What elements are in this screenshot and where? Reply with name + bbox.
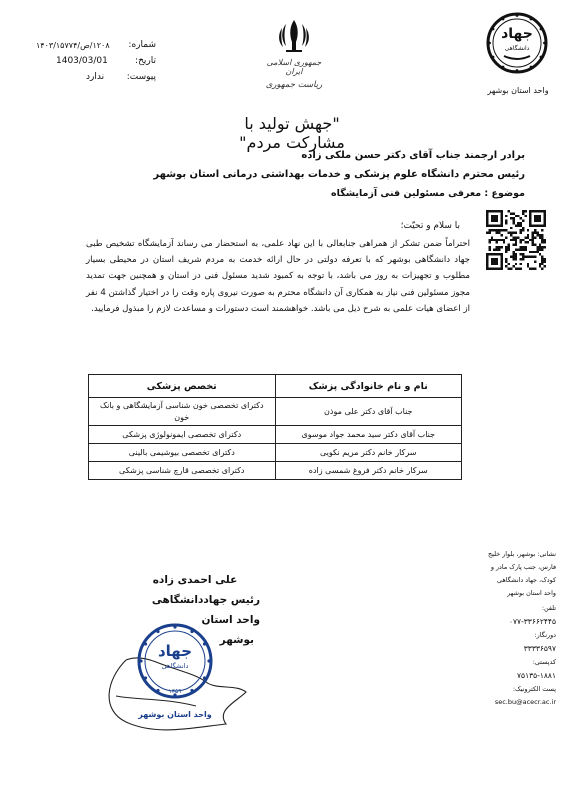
cell-specialty: دکترای تخصصی ایمونولوژی پزشکی (89, 426, 276, 444)
logo-text: جهاد (501, 26, 533, 42)
table-header-row (89, 375, 462, 398)
cell-name: جناب آقای دکتر علی موذن (275, 398, 462, 426)
address-value: بوشهر، بلوار خلیج فارس، جنب پارک مادر و کودک، جهاد دانشگاهی واحد استان بوشهر (488, 550, 556, 597)
letter-metadata (36, 38, 156, 98)
postal-value: ۷۵۱۳۵-۱۸۸۱ (517, 671, 556, 680)
date-value: 1403/03/01 (56, 56, 108, 66)
cell-name: جناب آقای دکتر سید محمد جواد موسوی (275, 426, 462, 444)
fax-row (486, 629, 556, 656)
letter-subject: موضوع : معرفی مسئولین فنی آزمایشگاه (331, 188, 525, 199)
postal-label: کدپستی: (532, 658, 556, 666)
table-row (89, 398, 462, 426)
table-row (89, 444, 462, 462)
fax-value: ۳۳۳۳۶۵۹۷ (523, 644, 556, 653)
phone-row (486, 602, 556, 629)
stamp-year: ۱۳۵۹ (168, 688, 182, 695)
greeting: با سلام و تحیّت؛ (400, 221, 460, 231)
slogan: "جهش تولید با مشارکت مردم" (239, 114, 345, 152)
cell-specialty: دکترای تخصصی قارچ شناسی پزشکی (89, 462, 276, 480)
signer-name: علی احمدی زاده (152, 574, 238, 586)
qr-code-icon (486, 210, 546, 270)
logo-subtext: دانشگاهی (504, 45, 530, 52)
number-label: شماره: (128, 40, 156, 50)
attachment-value: ندارد (86, 72, 105, 82)
stamp-text: جهاد (157, 642, 193, 660)
cell-name: سرکار خانم دکتر فروغ شمسی زاده (275, 462, 462, 480)
address-label: نشانی: (537, 550, 556, 558)
unit-name: واحد استان بوشهر (487, 86, 549, 95)
number-value: ۱۲۰۸/ص/۱۴۰۳/۱۵۷۷۴ (36, 41, 110, 50)
physicians-table (88, 374, 462, 480)
header-specialty: تخصص پزشکی (89, 375, 276, 398)
iran-emblem (264, 16, 324, 96)
fax-label: دورنگار: (534, 631, 556, 639)
address-row (486, 548, 556, 600)
qr-code (486, 210, 546, 270)
date-label: تاریخ: (135, 56, 156, 66)
postal-row (486, 656, 556, 683)
signer-city: بوشهر (219, 634, 254, 646)
jahad-logo (486, 12, 548, 74)
signer-title: رئیس جهاددانشگاهی واحد استان (151, 594, 260, 626)
addressee-block (100, 148, 525, 201)
contact-info (486, 548, 556, 709)
emblem-subcaption: ریاست جمهوری (265, 80, 323, 90)
emblem-icon (274, 16, 314, 56)
email-row (486, 683, 556, 709)
letter-body: احتراماً ضمن تشکر از همراهی جنابعالی با این نهاد علمی، به استحضار می رساند آزمایشگاه تشخیص طبی جهاد دانشگاهی بوشهر که با تعرفه دولتی در حال ارائه خدمت به مردم شریف استان در محیطی بسیار مطلوب و تجهیزات به روز می باشد، با توجه به کمبود شدید مسئول فنی در استان و همچنین جهت تمدید مجوز مسئولین فنی نیاز به همکاری آن دانشگاه محترم به صورت نیروی پاره وقت را در اختیار گذاشتن 4 نفر از اعضای هیات علمی به شرح ذیل می باشد. خواهشمند است دستورات و مساعدت لازم را مبذول فرمایید. (86, 239, 471, 314)
email-value[interactable]: sec.bu@acecr.ac.ir (494, 698, 556, 706)
email-label: پست الکترونیک: (512, 685, 556, 693)
phone-value: ۰۷۷-۳۳۶۶۲۴۴۵ (508, 617, 556, 626)
attachment-label: پیوست: (126, 72, 156, 82)
table-row (89, 462, 462, 480)
addressee-name: برادر ارجمند جناب آقای دکتر حسن ملکی زاده (301, 150, 525, 161)
addressee-title: رئیس محترم دانشگاه علوم پزشکی و خدمات بهداشتی درمانی استان بوشهر (153, 169, 525, 180)
cell-specialty: دکترای تخصصی خون شناسی آزمایشگاهی و بانک خون (89, 398, 276, 426)
phone-label: تلفن: (541, 604, 556, 612)
table-row (89, 426, 462, 444)
stamp-caption: واحد استان بوشهر (138, 710, 212, 719)
jahad-logo-icon (486, 12, 548, 74)
emblem-caption: جمهوری اسلامی ایران (266, 58, 322, 76)
stamp-subtext: دانشگاهی (161, 662, 189, 670)
header-name: نام و نام خانوادگی پزشک (275, 375, 462, 398)
cell-name: سرکار خانم دکتر مریم نکویی (275, 444, 462, 462)
cell-specialty: دکترای تخصصی بیوشیمی بالینی (89, 444, 276, 462)
